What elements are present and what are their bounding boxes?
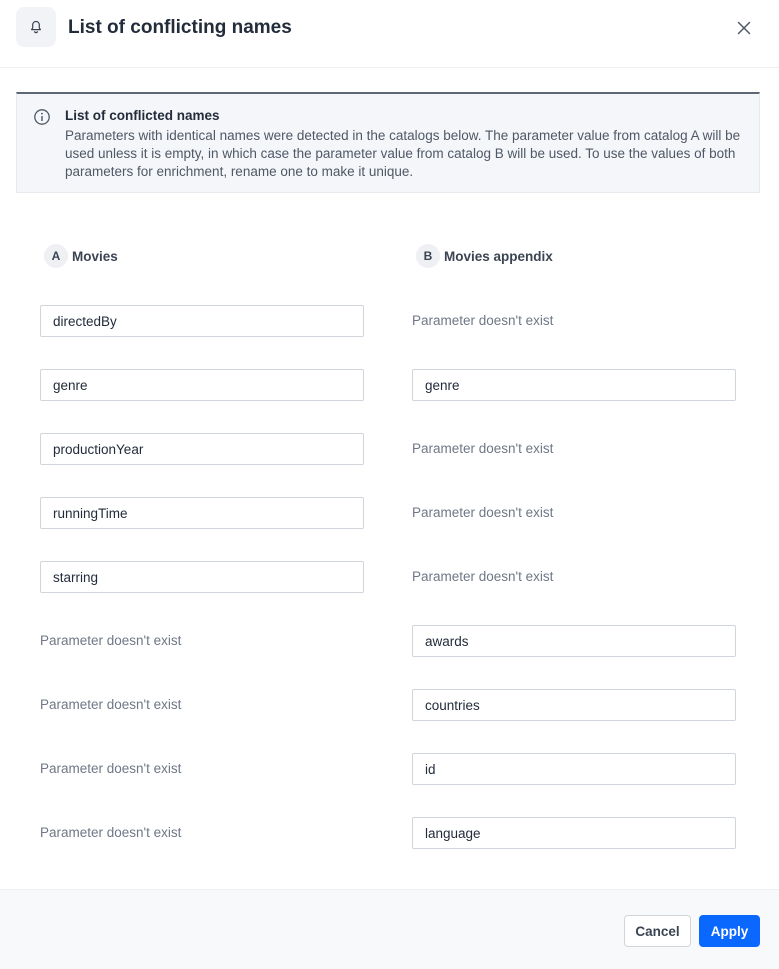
bell-icon xyxy=(16,7,56,47)
info-icon xyxy=(33,108,51,126)
parameter-b-input[interactable]: awards xyxy=(412,625,736,657)
dialog-header xyxy=(0,0,779,68)
parameter-missing-label: Parameter doesn't exist xyxy=(40,697,182,712)
parameter-missing-label: Parameter doesn't exist xyxy=(40,633,182,648)
parameter-a-input[interactable]: directedBy xyxy=(40,305,364,337)
dialog-title: List of conflicting names xyxy=(68,17,292,38)
alert-title: List of conflicted names xyxy=(65,108,220,123)
parameter-missing-label: Parameter doesn't exist xyxy=(412,441,554,456)
catalog-b-badge: B xyxy=(416,244,440,268)
parameter-a-input[interactable]: starring xyxy=(40,561,364,593)
parameter-missing-label: Parameter doesn't exist xyxy=(412,313,554,328)
column-a-header xyxy=(44,244,118,268)
parameter-a-input[interactable]: runningTime xyxy=(40,497,364,529)
parameter-missing-label: Parameter doesn't exist xyxy=(412,505,554,520)
close-icon[interactable] xyxy=(733,17,755,39)
catalog-a-badge: A xyxy=(44,244,68,268)
alert-text: Parameters with identical names were detected in the catalogs below. The parameter value from catalog A will be used unless it is empty, in which case the parameter value from catalog B will be used. To use the values of both parameters for enrichment, rename one to make it unique. xyxy=(65,128,741,179)
dialog-footer xyxy=(0,889,779,969)
catalog-b-name: Movies appendix xyxy=(444,248,553,264)
parameter-a-input[interactable]: productionYear xyxy=(40,433,364,465)
info-alert xyxy=(16,92,760,193)
parameter-b-input[interactable]: genre xyxy=(412,369,736,401)
parameter-b-input[interactable]: language xyxy=(412,817,736,849)
catalog-a-name: Movies xyxy=(72,248,118,264)
parameter-a-input[interactable]: genre xyxy=(40,369,364,401)
parameter-missing-label: Parameter doesn't exist xyxy=(40,825,182,840)
parameter-b-input[interactable]: countries xyxy=(412,689,736,721)
column-b-header xyxy=(416,244,553,268)
apply-button[interactable]: Apply xyxy=(699,915,760,947)
parameter-missing-label: Parameter doesn't exist xyxy=(40,761,182,776)
parameter-missing-label: Parameter doesn't exist xyxy=(412,569,554,584)
cancel-button[interactable]: Cancel xyxy=(624,915,691,947)
parameter-b-input[interactable]: id xyxy=(412,753,736,785)
